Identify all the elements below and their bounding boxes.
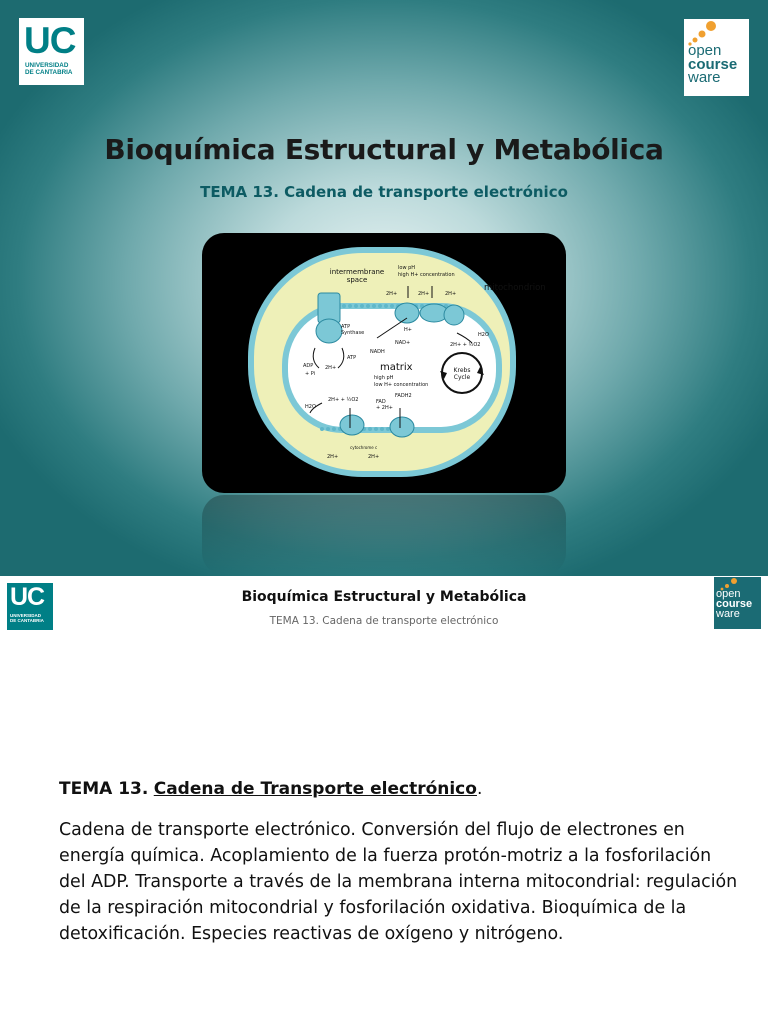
- label-krebs-2: Cycle: [453, 374, 471, 381]
- uc-logo-line1: UNIVERSIDAD: [25, 62, 69, 69]
- label-h2o-bottom: H2O: [305, 404, 316, 410]
- mitochondrion-diagram: [202, 233, 566, 493]
- header-ocw-line2: course: [716, 597, 753, 610]
- label-low-ph: low pH: [398, 265, 416, 271]
- uc-logo-mark: UC: [24, 20, 76, 61]
- tema-period: .: [476, 779, 483, 799]
- label-matrix: matrix: [380, 362, 413, 373]
- label-h-plus: H+: [404, 327, 412, 333]
- label-pi: + Pi: [305, 371, 316, 377]
- header-title: Bioquímica Estructural y Metabólica: [241, 589, 527, 605]
- label-2h-top-1: 2H+: [386, 291, 398, 297]
- label-fadh2: FADH2: [395, 393, 412, 399]
- label-nad: NAD+: [395, 340, 411, 346]
- label-atp-synthase-1: ATP: [341, 324, 351, 330]
- label-cytochrome: cytochrome c: [350, 445, 378, 450]
- uc-logo-line2: DE CANTABRIA: [25, 68, 73, 76]
- label-atp-synthase-2: Synthase: [341, 330, 365, 336]
- header-uc-line1: UNIVERSIDAD: [10, 613, 42, 618]
- diagram-reflection: [202, 495, 566, 575]
- label-nadh: NADH: [370, 349, 385, 355]
- label-intermembrane: intermembrane: [329, 268, 385, 276]
- label-space: space: [346, 276, 368, 284]
- page-header: [0, 577, 768, 637]
- label-high-h: high H+ concentration: [398, 272, 455, 278]
- uc-logo: [19, 18, 84, 85]
- tema-description: Cadena de transporte electrónico. Conversión del flujo de electrones en energía química. Acoplamiento de la fuerza protón-motriz a la fosforilación del ADP. Transporte a través de la membrana interna mitocondrial: regulación de la respiración mitocondrial y fosforilación oxidativa. Bioquímica de la detoxificación. Especies reactivas de oxígeno y nitrógeno.: [59, 820, 738, 944]
- label-matrix-ph: high pH: [374, 375, 394, 381]
- label-2h-top-3: 2H+: [445, 291, 457, 297]
- label-matrix-h: low H+ concentration: [374, 382, 429, 388]
- label-atp: ATP: [347, 355, 357, 361]
- label-2h-o2-bottom: 2H+ + ½O2: [328, 397, 359, 403]
- header-ocw-logo: [714, 577, 761, 629]
- label-h2o-top: H2O: [478, 332, 489, 338]
- label-2h-bottom-2: 2H+: [368, 454, 380, 460]
- tema-heading: [59, 779, 482, 799]
- label-adp: ADP: [303, 363, 314, 369]
- label-2h-bottom-1: 2H+: [327, 454, 339, 460]
- label-2h-top-2: 2H+: [418, 291, 430, 297]
- mitochondrion-svg: [202, 233, 566, 493]
- slide-subtitle: TEMA 13. Cadena de transporte electrónico: [200, 183, 568, 201]
- label-2h-atp: 2H+: [325, 365, 337, 371]
- header-subtitle: TEMA 13. Cadena de transporte electrónico: [269, 615, 499, 627]
- tema-label: TEMA 13.: [59, 779, 149, 799]
- header-uc-line2: DE CANTABRIA: [10, 617, 44, 623]
- slide-title: Bioquímica Estructural y Metabólica: [104, 133, 664, 166]
- ocw-logo: [684, 19, 749, 96]
- label-krebs-1: Krebs: [453, 367, 471, 374]
- ocw-line3: ware: [688, 69, 721, 86]
- header-ocw-line3: ware: [716, 607, 740, 620]
- label-plus-2h: + 2H+: [376, 405, 393, 411]
- header-ocw-line1: open: [716, 588, 741, 600]
- ocw-line2: course: [688, 55, 738, 73]
- label-fad: FAD: [376, 399, 386, 405]
- label-2h-o2-top: 2H+ + ½O2: [450, 342, 481, 348]
- tema-topic: Cadena de Transporte electrónico: [153, 779, 477, 799]
- header-uc-mark: UC: [10, 583, 45, 611]
- ocw-line1: open: [688, 42, 722, 59]
- label-mitochondrion: mitochondrion: [484, 283, 546, 293]
